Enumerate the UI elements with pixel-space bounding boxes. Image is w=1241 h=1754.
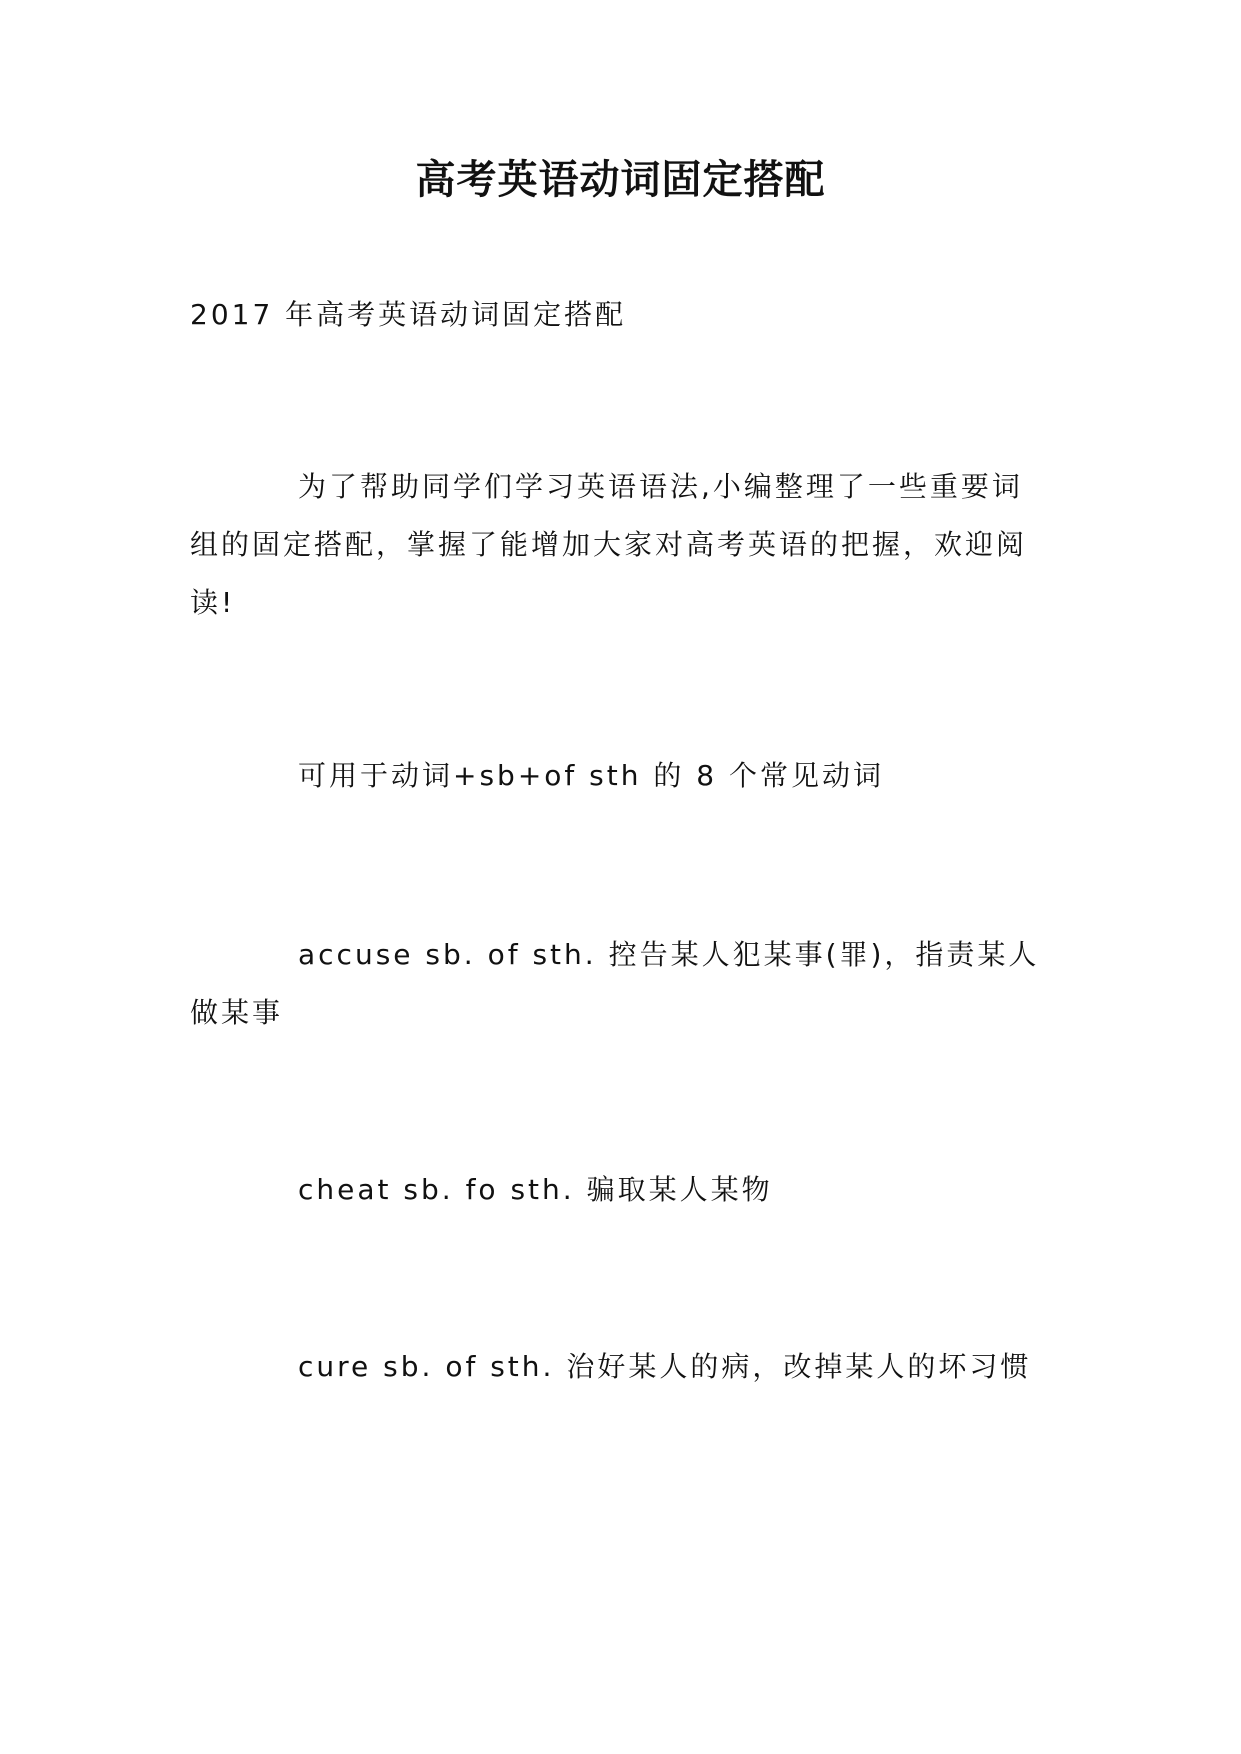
section-heading: 可用于动词+sb+of sth 的 8 个常见动词	[298, 759, 885, 792]
document-subtitle: 2017 年高考英语动词固定搭配	[190, 298, 627, 331]
entry-cure: cure sb. of sth. 治好某人的病，改掉某人的坏习惯	[298, 1350, 1032, 1383]
document-title: 高考英语动词固定搭配	[415, 156, 826, 203]
entry-cheat: cheat sb. fo sth. 骗取某人某物	[298, 1173, 773, 1206]
entry-accuse: accuse sb. of sth. 控告某人犯某事(罪)，指责某人做某事	[190, 938, 1040, 1029]
intro-paragraph: 为了帮助同学们学习英语语法,小编整理了一些重要词组的固定搭配，掌握了能增加大家对高考英语的把握，欢迎阅读!	[190, 470, 1028, 619]
